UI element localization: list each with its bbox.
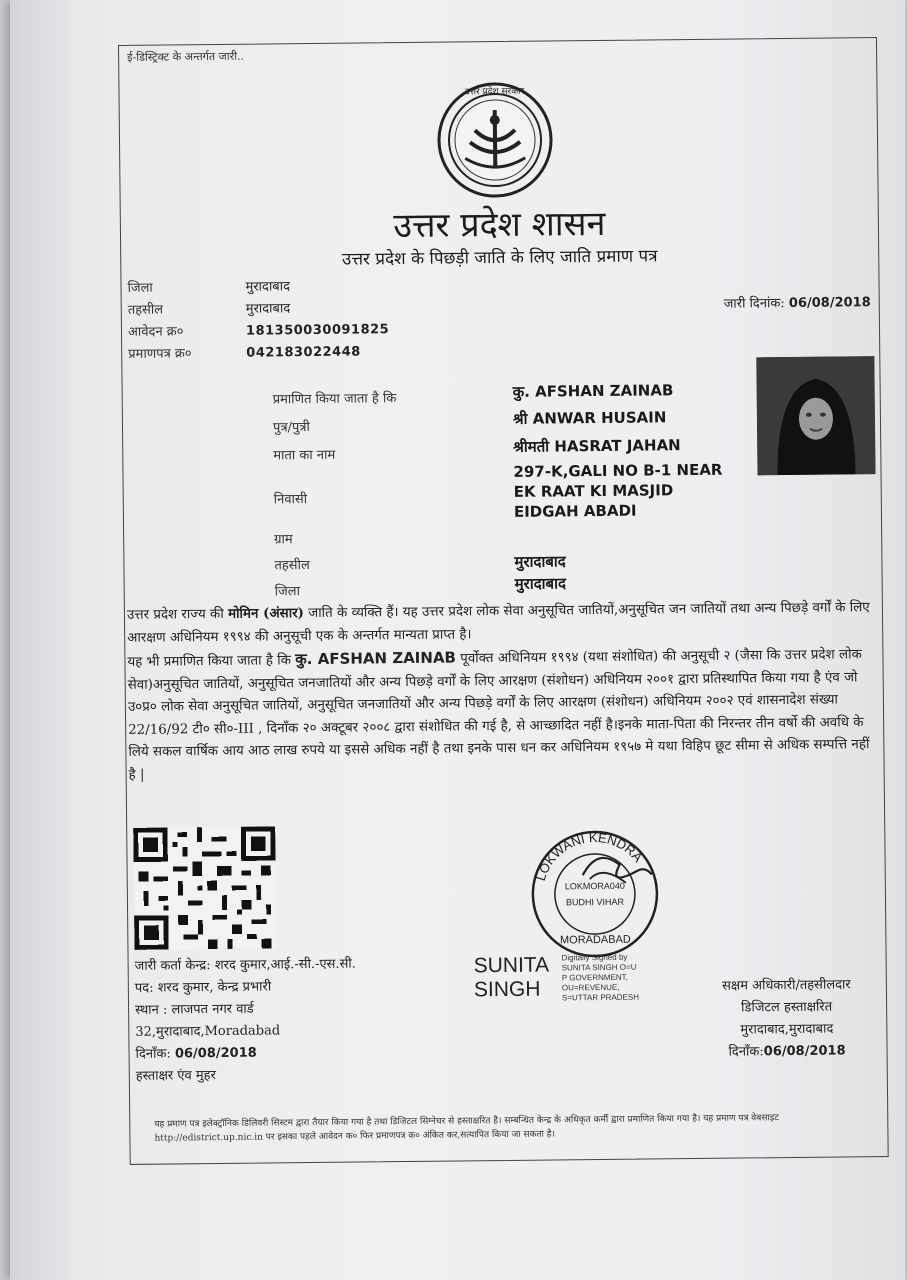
top-note: ई-डिस्ट्रिक्ट के अन्तर्गत जारी.. xyxy=(127,49,245,64)
meta-block xyxy=(127,275,389,366)
office-seal-icon xyxy=(527,826,663,962)
authority-date-value: 06/08/2018 xyxy=(763,1043,846,1060)
address-line-1: 297-K,GALI NO B-1 NEAR xyxy=(513,460,723,481)
emblem-text: उत्तर प्रदेश सरकार xyxy=(464,86,525,98)
issuer-date-value: 06/08/2018 xyxy=(174,1045,257,1062)
parent-label: पुत्र/पुत्री xyxy=(272,420,310,436)
father-name: श्री ANWAR HUSAIN xyxy=(512,408,667,428)
tehsil-value: मुरादाबाद xyxy=(245,301,291,317)
issuer-block xyxy=(135,954,358,1088)
detail-tehsil-value: मुरादाबाद xyxy=(514,552,566,571)
issue-date xyxy=(724,292,871,312)
tehsil-label: तहसील xyxy=(127,302,164,318)
village-label: ग्राम xyxy=(274,532,293,548)
footer-note: यह प्रमाण पत्र इलेक्ट्रॉनिक डिलिवरी सिस्टम द्वारा तैयार किया गया है तथा डिजिटल सिग्नेचर से हस्ताक्षरित है। सम्बन्धित केन्द्र के अधिकृत कर्मी द्वारा प्रमाणित किया गया है। यह प्रमाण पत्र वेबसाइट http://edistrict.up.nic.in पर इसका पहले आवेदन क० फिर प्रमाणपत्र क० अंकित कर,सत्यापित किया जा सकता है। xyxy=(154,1113,779,1144)
signature-detail-5: S=UTTAR PRADESH xyxy=(561,992,640,1003)
certificate-frame xyxy=(118,37,889,1165)
certificate-paragraph xyxy=(127,596,881,787)
district-label: जिला xyxy=(127,280,153,296)
resident-label: निवासी xyxy=(273,492,308,508)
signer-name xyxy=(474,954,550,1003)
signature-details xyxy=(562,953,640,1004)
paper-sheet xyxy=(10,0,905,1280)
issuer-line-1: जारी कर्ता केन्द्र: शरद कुमार,आई.-सी.-एस.सी. xyxy=(134,956,356,974)
seal-ring-text: LOKWANI KENDRA xyxy=(532,829,646,883)
authority-line-1: सक्षम अधिकारी/तहसीलदार xyxy=(722,977,851,994)
application-label: आवेदन क्र० xyxy=(127,324,184,340)
issuer-date-label: दिनाँक: xyxy=(135,1046,171,1062)
para2-start: यह भी प्रमाणित किया जाता है कि xyxy=(127,653,296,670)
address-line-2: EK RAAT KI MASJID xyxy=(513,481,674,501)
signature-detail-1: Digitally Signed by xyxy=(561,952,628,963)
signature-detail-2: SUNITA SINGH O=U xyxy=(561,962,637,973)
seal-line-1: LOKMORA040 xyxy=(564,880,625,892)
issue-date-value: 06/08/2018 xyxy=(788,295,871,311)
para2-end: पूर्वोक्त अधिनियम १९९४ (यथा संशोधित) की अनुसूची २ (जैसा कि उत्तर प्रदेश लोक सेवा)अनुसूचित जातियों, अनुसूचित जनजातियों और अन्य पिछड़े वर्गों के लिए आरक्षण (संशोधन) अधिनियम २००१ द्वारा प्रतिस्थापित किया गया है एंव जो उ०प्र० लोक सेवा अनुसूचित जातियों, अनुसूचित जनजातियों और अन्य पिछड़े वर्गों के लिए आरक्षण (संशोधन) अधिनियम २००२ एवं शासनादेश संख्या 22/16/92 टी० सी०-III , दिनाँक २० अक्टूबर २००८ द्वारा संशोधित की गई है, से आच्छादित नहीं है।इनके माता-पिता की निरन्तर तीन वर्षो की अवधि के लिये सकल वार्षिक आय आठ लाख रुपये या इससे अधिक नहीं है तथा इनके पास धन कर अधिनियम १९५७ मे यथा विहिप छूट सीमा से अधिक सम्पत्ति नहीं है | xyxy=(127,647,870,783)
page-subtitle: उत्तर प्रदेश के पिछड़ी जाति के लिए जाति प्रमाण पत्र xyxy=(341,246,658,270)
mother-name: श्रीमती HASRAT JAHAN xyxy=(513,436,681,456)
seal-line-2: BUDHI VIHAR xyxy=(565,896,625,908)
authority-date-label: दिनाँक: xyxy=(728,1044,764,1060)
authority-line-2: डिजिटल हस्ताक्षरित xyxy=(741,999,833,1016)
issuer-line-3: स्थान : लाजपत नगर वार्ड xyxy=(135,1001,254,1018)
certificate-number: 042183022448 xyxy=(246,344,361,361)
page-title: उत्तर प्रदेश शासन xyxy=(393,203,606,247)
issuer-line-2: पद: शरद कुमार, केन्द्र प्रभारी xyxy=(134,979,272,996)
mother-label: माता का नाम xyxy=(273,447,336,464)
state-emblem-icon xyxy=(434,79,555,200)
applicant-name: कु. AFSHAN ZAINAB xyxy=(512,381,674,401)
district-value: मुरादाबाद xyxy=(245,279,291,295)
qr-code-icon xyxy=(133,826,276,949)
applicant-photo xyxy=(756,356,875,475)
issuer-date xyxy=(135,1042,356,1066)
seal-bottom-text: MORADABAD xyxy=(559,933,631,947)
authority-block xyxy=(694,974,880,1064)
signer-name-line-1: SUNITA xyxy=(473,953,550,978)
caste-name: मोमिन (अंसार) xyxy=(227,605,305,622)
signature-detail-4: OU=REVENUE, xyxy=(561,982,620,993)
para1-start: उत्तर प्रदेश राज्य की xyxy=(126,606,229,623)
person-photo-icon xyxy=(756,356,875,475)
address-line-3: EIDGAH ABADI xyxy=(513,501,637,521)
authority-line-3: मुरादाबाद,मुरादाबाद xyxy=(740,1021,834,1038)
application-number: 181350030091825 xyxy=(245,322,390,339)
certified-label: प्रमाणित किया जाता है कि xyxy=(272,391,397,408)
para1-end: जाति के व्यक्ति हैं। यह उत्तर प्रदेश लोक सेवा अनुसूचित जातियों,अनुसूचित जन जातियों तथा अन्य पिछड़े वर्गों के लिए आरक्षण अधिनियम १९९४ की अनुसूची एक के अन्तर्गत मान्यता प्राप्त है। xyxy=(127,600,870,646)
para-applicant-name: कु. AFSHAN ZAINAB xyxy=(295,648,457,669)
authority-date xyxy=(694,1040,879,1064)
detail-district-value: मुरादाबाद xyxy=(514,574,567,593)
issuer-line-6: हस्ताक्षर एंव मुहर xyxy=(135,1068,216,1084)
detail-district-label: जिला xyxy=(274,584,301,600)
certificate-label: प्रमाणपत्र क्र० xyxy=(128,346,192,362)
detail-tehsil-label: तहसील xyxy=(274,558,310,574)
signer-name-line-2: SINGH xyxy=(473,977,541,1002)
issuer-line-4: 32,मुरादाबाद,Moradabad xyxy=(135,1023,281,1040)
issue-date-label: जारी दिनांक: xyxy=(723,296,785,312)
signature-detail-3: P GOVERNMENT, xyxy=(561,972,628,983)
